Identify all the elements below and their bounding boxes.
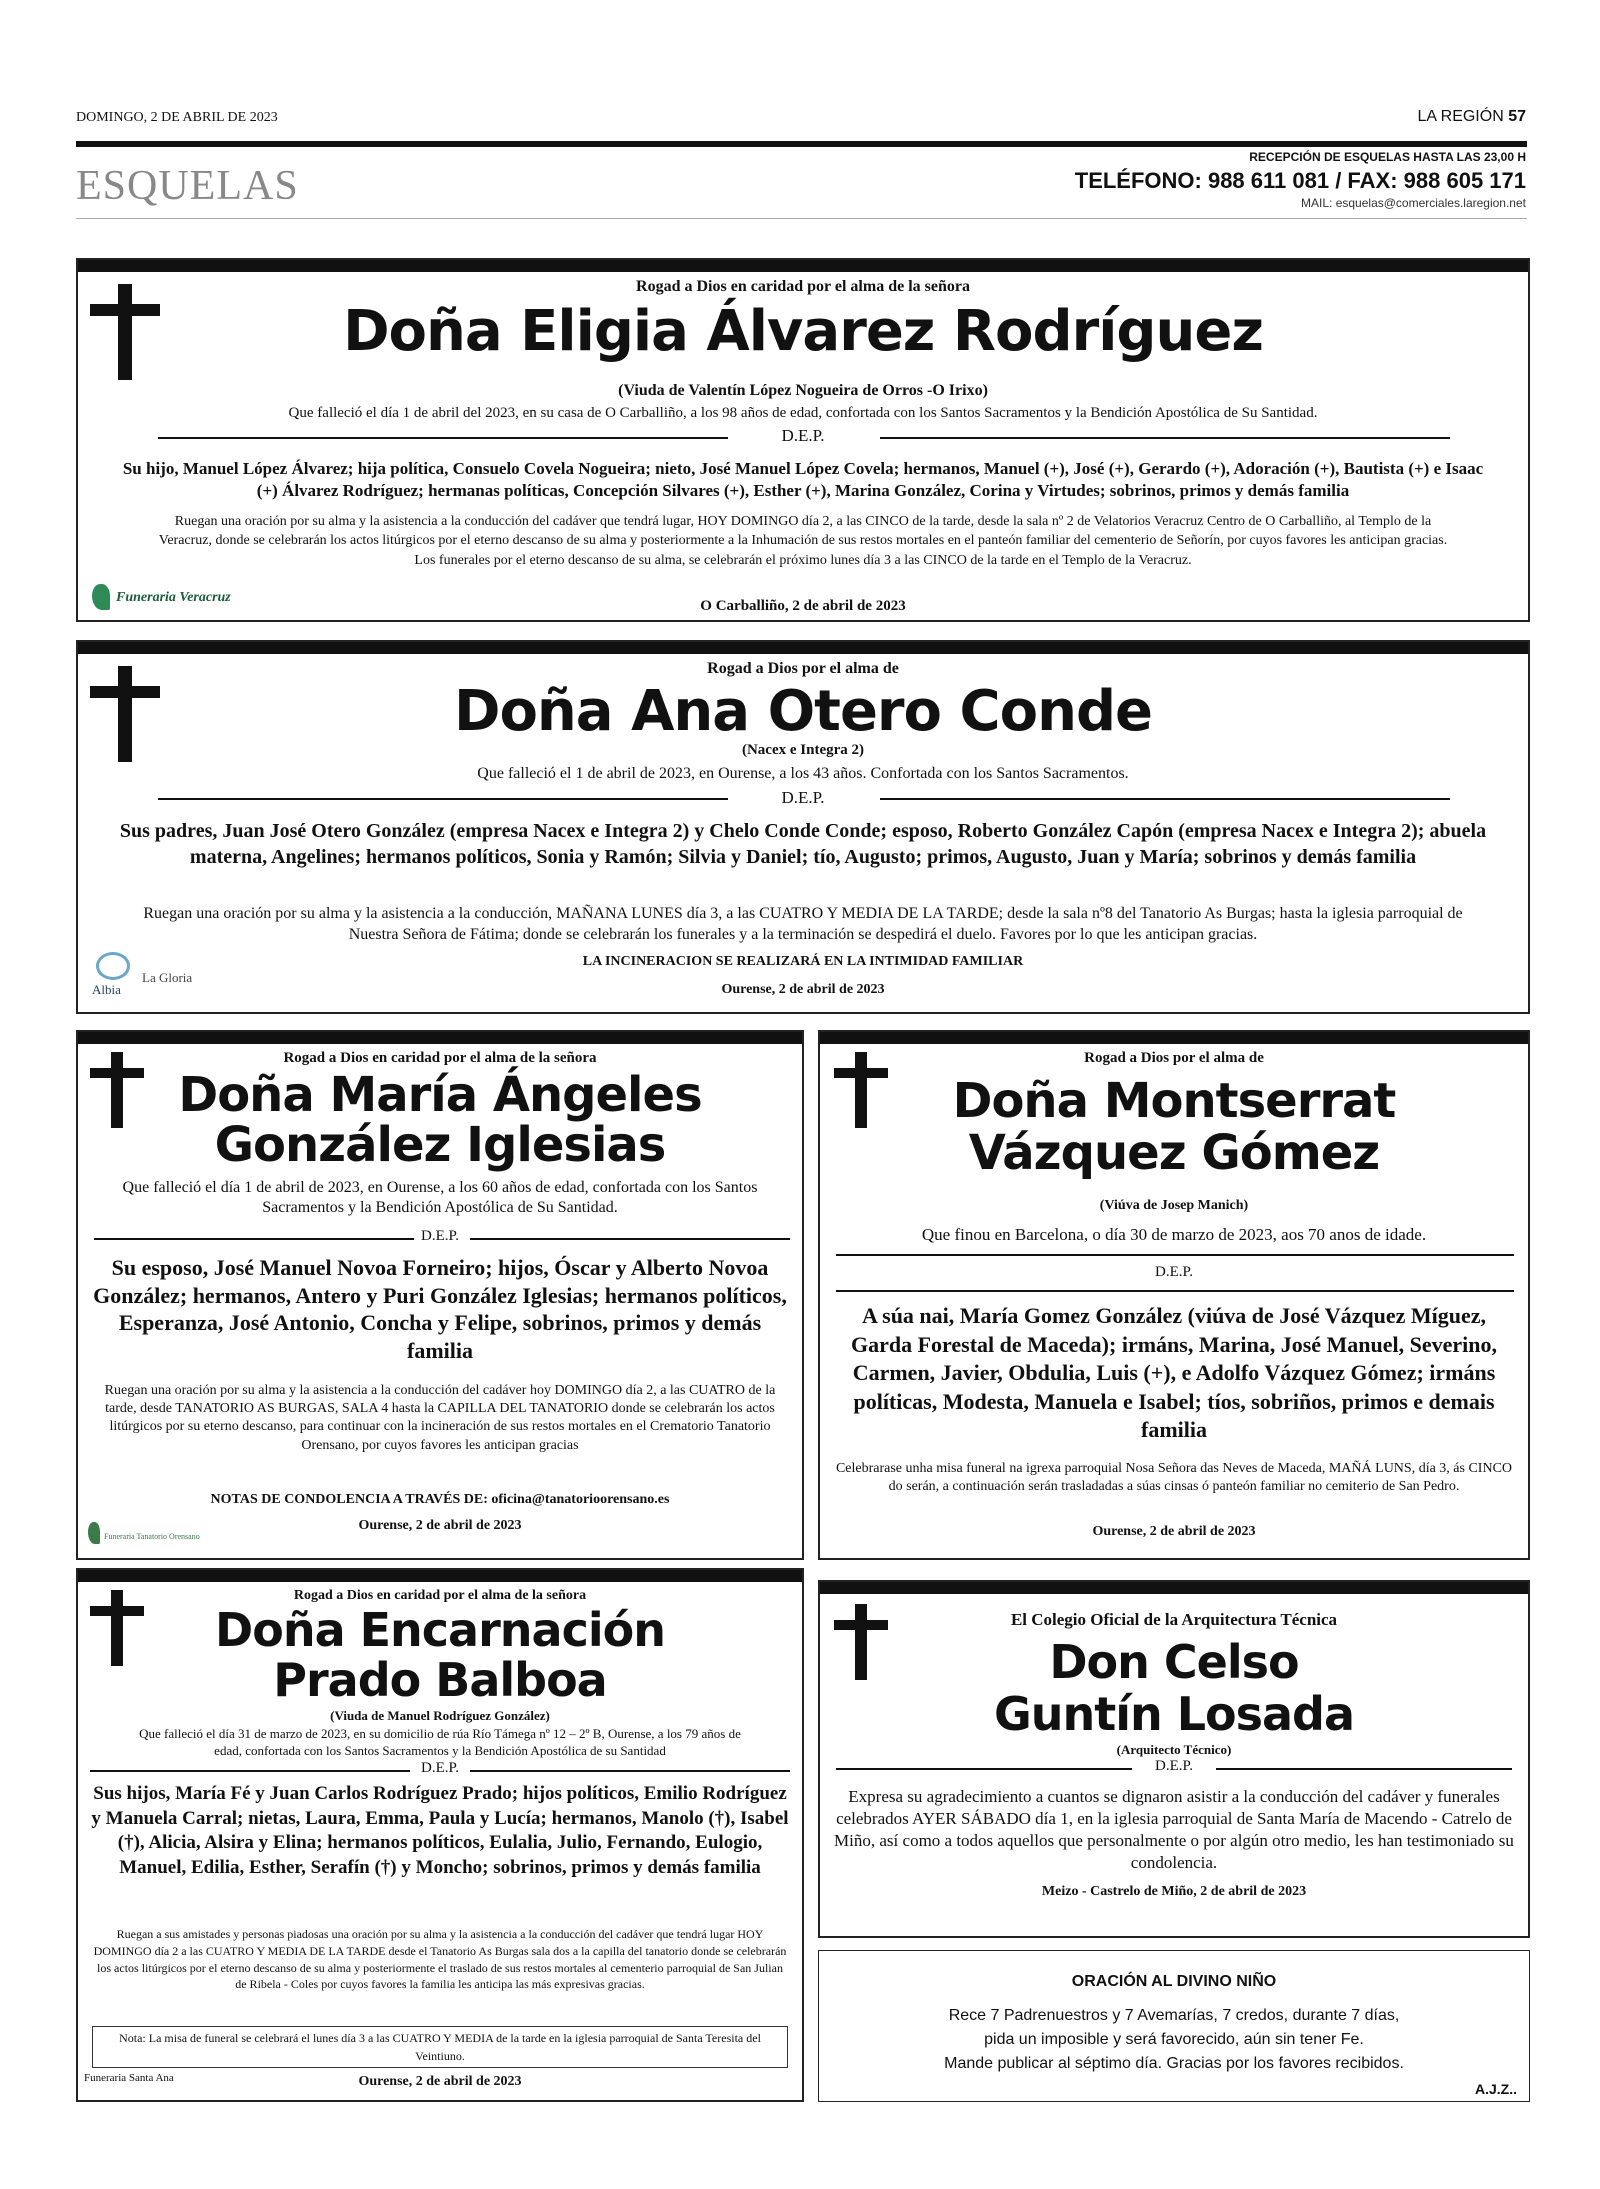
notice-rule-2 bbox=[836, 1290, 1514, 1292]
deceased-name-line2: Vázquez Gómez bbox=[968, 1125, 1380, 1181]
notice-top-bar bbox=[78, 642, 1528, 654]
funeral-home-logo bbox=[88, 582, 258, 612]
obituary-ana bbox=[76, 640, 1530, 1014]
funeral-home-logo bbox=[88, 1518, 218, 1548]
leaf-icon bbox=[92, 584, 110, 610]
section-title: ESQUELAS bbox=[76, 163, 299, 209]
obituary-montserrat bbox=[818, 1030, 1530, 1560]
dep-label: D.E.P. bbox=[421, 1760, 459, 1776]
funeral-home-name: Funeraria Santa Ana bbox=[84, 2072, 174, 2084]
dep-label: D.E.P. bbox=[421, 1228, 459, 1244]
notice-subtitle: (Viuda de Manuel Rodríguez González) bbox=[330, 1708, 550, 1723]
notice-subtitle: (Nacex e Integra 2) bbox=[741, 742, 865, 758]
notice-intro: Rogad a Dios en caridad por el alma de la señora bbox=[636, 278, 970, 295]
notice-special-note: LA INCINERACION SE REALIZARÁ EN LA INTIMIDAD FAMILIAR bbox=[582, 954, 1024, 969]
notice-top-bar bbox=[820, 1032, 1528, 1044]
notice-intro: El Colegio Oficial de la Arquitectura Técnica bbox=[1010, 1610, 1338, 1629]
funeral-note-box bbox=[92, 2026, 788, 2068]
ceremony-details: Ruegan una oración por su alma y la asistencia a la conducción, MAÑANA LUNES día 3, a las CUATRO Y MEDIA DE LA TARDE; desde la sala nº8 del Tanatorio As Burgas; hasta la iglesia parroquial de Nuestra Señora de Fátima; donde se celebrarán los funerales y a la terminación se despedirá el duelo. Favores por lo que les anticipan gracias. bbox=[143, 905, 1463, 943]
death-details: Que falleció el día 1 de abril de 2023, en Ourense, a los 60 años de edad, confortada con los Santos Sacramentos y la Bendición Apostólica de Su Santidad. bbox=[122, 1179, 758, 1216]
death-details: Que falleció el 1 de abril de 2023, en Ourense, a los 43 años. Confortada con los Santos Sacramentos. bbox=[477, 765, 1129, 782]
notice-intro: Rogad a Dios por el alma de bbox=[1084, 1050, 1264, 1066]
notice-rule bbox=[836, 1254, 1514, 1256]
deceased-name-line1: Doña Montserrat bbox=[952, 1073, 1396, 1129]
notice-subtitle: (Viúva de Josep Manich) bbox=[1099, 1198, 1249, 1213]
prayer-line-1: Rece 7 Padrenuestros y 7 Avemarías, 7 credos, durante 7 días, bbox=[948, 2007, 1400, 2024]
ceremony-details: Ruegan una oración por su alma y la asistencia a la conducción del cadáver hoy DOMINGO día 2, a las CUATRO de la tarde, desde TANATORIO AS BURGAS, SALA 4 hasta la CAPILLA DEL TANATORIO donde se celebrarán los actos litúrgicos por su eterno descanso, para continuar con la incineración de sus restos mortales en el Crematorio Tanatorio Orensano, por cuyos favores les anticipan gracias bbox=[104, 1383, 776, 1453]
funeral-note: Nota: La misa de funeral se celebrará el lunes día 3 a las CUATRO Y MEDIA de la tarde en la iglesia parroquial de Santa Teresita del Veintiuno. bbox=[119, 2031, 761, 2063]
family-list: A súa nai, María Gomez González (viúva de José Vázquez Míguez, Garda Forestal de Maceda); irmáns, Marina, José Manuel, Severino, Carmen, Javier, Obdulia, Luis (+), e Adolfo Vázquez Gómez; irmáns políticas, Modesta, Manuela e Isabel; tíos, sobriños, primos e demais familia bbox=[850, 1303, 1498, 1443]
notice-top-bar bbox=[78, 1570, 802, 1582]
notice-subtitle: (Arquitecto Técnico) bbox=[1116, 1742, 1232, 1757]
dep-rule-right bbox=[470, 1770, 790, 1772]
ceremony-details: Ruegan a sus amistades y personas piadosas una oración por su alma y la asistencia a la conducción del cadáver que tendrá lugar HOY DOMINGO día 2 a las CUATRO Y MEDIA DE LA TARDE desde el Tanatorio As Burgas sala dos a la capilla del tanatorio donde se celebrarán los actos litúrgicos por el eterno descanso de su alma y posteriormente el traslado de sus restos mortales al cementerio parroquial de San Julian de Ribela - Coles por cuyos favores la familia les anticipa las más expresivas gracias. bbox=[93, 1927, 787, 1992]
header-paper bbox=[1418, 108, 1527, 126]
reception-hours: RECEPCIÓN DE ESQUELAS HASTA LAS 23,00 H bbox=[1249, 150, 1526, 164]
notice-place-date: Ourense, 2 de abril de 2023 bbox=[358, 1518, 522, 1533]
contact-mail: MAIL: esquelas@comerciales.laregion.net bbox=[1301, 196, 1526, 210]
logo-text: Funeraria Tanatorio Orensano bbox=[104, 1532, 200, 1541]
notice-place-date: Meizo - Castrelo de Miño, 2 de abril de 2023 bbox=[1041, 1884, 1307, 1899]
dep-label: D.E.P. bbox=[1155, 1758, 1193, 1774]
ceremony-details: Ruegan una oración por su alma y la asistencia a la conducción del cadáver que tendrá lugar, HOY DOMINGO día 2, a las CINCO de la tarde, desde la sala nº 2 de Velatorios Veracruz Centro de O Carballiño, al Templo de la Veracruz, donde se celebrarán los actos litúrgicos por el eterno descanso de su alma y posteriormente a la Inhumación de sus restos mortales en el panteón familiar del cementerio de Señorín, por cuyos favores les anticipan gracias. Los funerales por el eterno descanso de su alma, se celebrarán el próximo lunes día 3 a las CINCO de la tarde en el Templo de la Veracruz. bbox=[158, 514, 1448, 568]
albia-logo-icon bbox=[96, 952, 130, 980]
ceremony-details: Celebrarase unha misa funeral na igrexa parroquial Nosa Señora das Neves de Maceda, MAÑÁ LUNS, día 3, ás CINCO do serán, a continuación serán trasladadas a súas cinsas ó panteón familiar no cemiterio de San Pedro. bbox=[835, 1461, 1513, 1495]
deceased-name-line2: Guntín Losada bbox=[993, 1687, 1355, 1741]
prayer-initials: A.J.Z.. bbox=[1474, 2081, 1517, 2097]
header-rule bbox=[76, 141, 1527, 147]
notice-place-date: Ourense, 2 de abril de 2023 bbox=[358, 2074, 522, 2089]
albia-logo-text: Albia bbox=[92, 982, 121, 997]
deceased-name: Doña Ana Otero Conde bbox=[453, 679, 1153, 744]
deceased-name-line1: Don Celso bbox=[1049, 1635, 1299, 1689]
dep-rule-right bbox=[880, 437, 1450, 439]
notice-intro: Rogad a Dios en caridad por el alma de la señora bbox=[293, 1588, 587, 1603]
dep-rule-right bbox=[880, 798, 1450, 800]
condolence-note: NOTAS DE CONDOLENCIA A TRAVÉS DE: oficina@tanatorioorensano.es bbox=[210, 1492, 670, 1507]
funeral-home-logo bbox=[88, 952, 208, 1002]
dep-rule-right bbox=[1216, 1768, 1512, 1770]
notice-top-bar bbox=[78, 1032, 802, 1044]
notice-place-date: O Carballiño, 2 de abril de 2023 bbox=[700, 598, 906, 614]
notice-top-bar bbox=[78, 260, 1528, 272]
prayer-divino-nino bbox=[818, 1950, 1530, 2102]
notice-intro: Rogad a Dios en caridad por el alma de la señora bbox=[283, 1050, 597, 1066]
dep-label: D.E.P. bbox=[1155, 1264, 1193, 1280]
gloria-logo-text: La Gloria bbox=[142, 970, 193, 985]
dep-label: D.E.P. bbox=[781, 788, 825, 807]
logo-text: Funeraria Veracruz bbox=[116, 590, 231, 605]
family-list: Su esposo, José Manuel Novoa Forneiro; hijos, Óscar y Alberto Novoa González; hermanos, Antero y Puri González Iglesias; hermanos políticos, Esperanza, José Antonio, Concha y Felipe, sobrinos, primos y demás familia bbox=[93, 1255, 787, 1363]
dep-rule-right bbox=[470, 1238, 790, 1240]
family-list: Sus padres, Juan José Otero González (empresa Nacex e Integra 2) y Chelo Conde Conde; esposo, Roberto González Capón (empresa Nacex e Integra 2); abuela materna, Angelines; hermanos políticos, Sonia y Ramón; Silvia y Daniel; tío, Augusto; primos, Augusto, Juan y María; sobrinos y demás familia bbox=[119, 820, 1487, 868]
notice-top-bar bbox=[820, 1582, 1528, 1594]
family-list: Sus hijos, María Fé y Juan Carlos Rodríguez Prado; hijos políticos, Emilio Rodríguez y Manuela Carral; nietas, Laura, Emma, Paula y Lucía; hermanos, Manolo (†), Isabel (†), Alicia, Alsira y Elina; hermanos políticos, Eulalia, Julio, Fernando, Eulogio, Manuel, Edilia, Esther, Serafín (†) y Moncho; sobrinos, primos y demás familia bbox=[91, 1783, 789, 1879]
acknowledgement-text: Expresa su agradecimiento a cuantos se dignaron asistir a la conducción del cadáver y funerales celebrados AYER SÁBADO día 1, en la iglesia parroquial de Santa María de Macendo - Catrelo de Miño, así como a todos aquellos que personalmente o por algún otro medio, les han testimoniado su condolencia. bbox=[834, 1787, 1514, 1873]
death-details: Que falleció el día 31 de marzo de 2023, en su domicilio de rúa Río Támega nº 12 – 2º B, Ourense, a los 79 años de edad, confortada con los Santos Sacramentos y la Bendición Apostólica de su Santidad bbox=[139, 1726, 741, 1758]
page-number: 57 bbox=[1508, 108, 1526, 125]
deceased-name-line1: Doña Encarnación bbox=[215, 1603, 665, 1657]
notice-intro: Rogad a Dios por el alma de bbox=[707, 660, 899, 677]
prayer-title: ORACIÓN AL DIVINO NIÑO bbox=[1071, 1973, 1277, 1990]
deceased-name-line2: Prado Balboa bbox=[273, 1653, 607, 1707]
obituary-eligia bbox=[76, 258, 1530, 622]
notice-place-date: Ourense, 2 de abril de 2023 bbox=[1092, 1524, 1256, 1539]
paper-name: LA REGIÓN bbox=[1417, 108, 1504, 125]
obituary-maria-angeles bbox=[76, 1030, 804, 1560]
leaf-icon bbox=[88, 1522, 100, 1544]
phone-fax: TELÉFONO: 988 611 081 / FAX: 988 605 171 bbox=[1074, 168, 1526, 193]
header-date: DOMINGO, 2 DE ABRIL DE 2023 bbox=[76, 110, 278, 125]
prayer-line-2: pida un imposible y será favorecido, aún sin tener Fe. bbox=[984, 2031, 1364, 2048]
deceased-name-line2: González Iglesias bbox=[214, 1117, 666, 1173]
obituary-encarnacion bbox=[76, 1568, 804, 2102]
dep-label: D.E.P. bbox=[781, 426, 825, 445]
death-details: Que falleció el día 1 de abril del 2023, en su casa de O Carballiño, a los 98 años de edad, confortada con los Santos Sacramentos y la Bendición Apostólica de Su Santidad. bbox=[288, 405, 1318, 421]
death-details: Que finou en Barcelona, o día 30 de marzo de 2023, aos 70 anos de idade. bbox=[921, 1225, 1427, 1244]
prayer-line-3: Mande publicar al séptimo día. Gracias por los favores recibidos. bbox=[944, 2055, 1404, 2072]
header-bottom-rule bbox=[76, 218, 1527, 219]
notice-subtitle: (Viuda de Valentín López Nogueira de Orros -O Irixo) bbox=[618, 382, 988, 399]
obituary-celso bbox=[818, 1580, 1530, 1938]
deceased-name: Doña Eligia Álvarez Rodríguez bbox=[343, 299, 1263, 364]
notice-place-date: Ourense, 2 de abril de 2023 bbox=[721, 982, 885, 997]
deceased-name-line1: Doña María Ángeles bbox=[178, 1067, 702, 1123]
family-list: Su hijo, Manuel López Álvarez; hija política, Consuelo Covela Nogueira; nieto, José Manuel López Covela; hermanos, Manuel (+), José (+), Gerardo (+), Adoración (+), Bautista (+) e Isaac (+) Álvarez Rodríguez; hermanas políticas, Concepción Silvares (+), Esther (+), Marina González, Corina y Virtudes; sobrinos, primos y demás familia bbox=[122, 459, 1484, 501]
